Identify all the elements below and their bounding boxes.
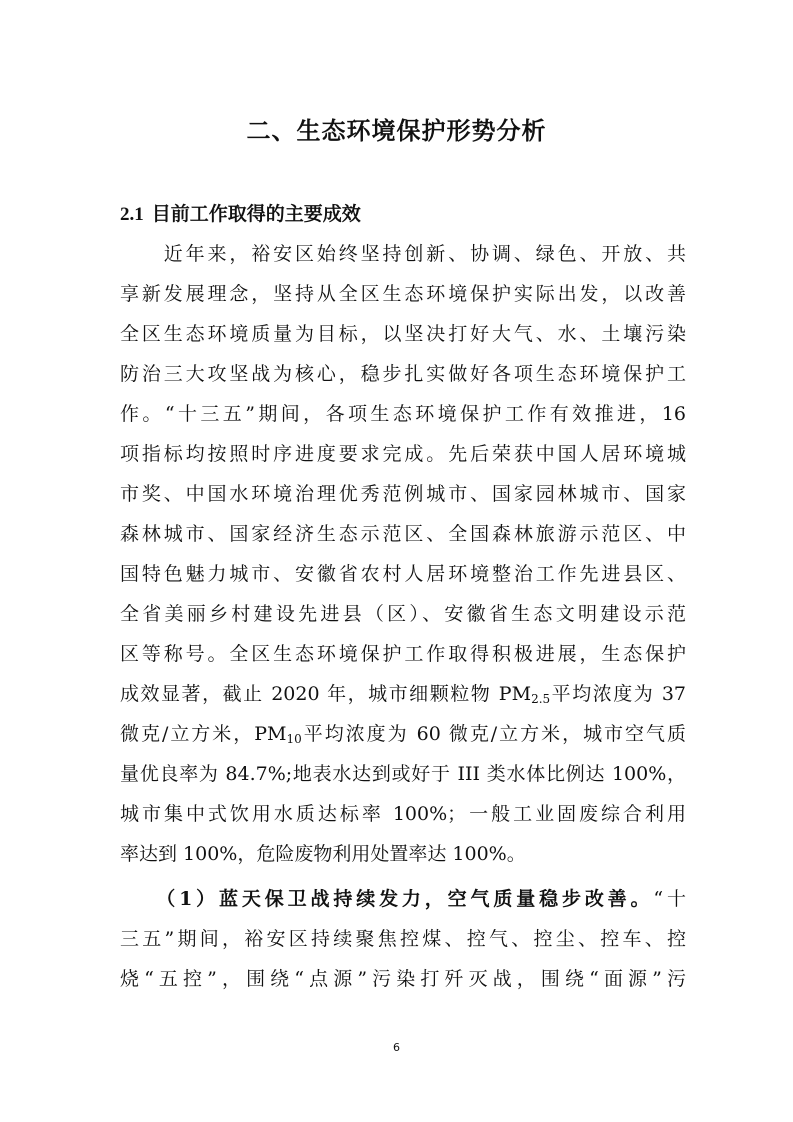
paragraph-line: 烧“五控”，围绕“点源”污染打歼灭战，围绕“面源”污 — [120, 968, 686, 990]
pm10-line-pre: 微克/立方米，PM — [120, 723, 287, 745]
paragraph-line: 三五”期间，裕安区持续聚焦控煤、控气、控尘、控车、控 — [120, 928, 686, 950]
paragraph-line-pm25 — [120, 676, 686, 712]
paragraph-line: 享新发展理念，坚持从全区生态环境保护实际出发，以改善 — [120, 283, 686, 305]
section-number: 2.1 — [120, 204, 144, 225]
pm10-subscript: 10 — [286, 732, 302, 746]
paragraph-line: 率达到 100%，危险废物利用处置率达 100%。 — [120, 843, 526, 865]
pm10-line-post: 平均浓度为 60 微克/立方米，城市空气质 — [301, 723, 686, 745]
paragraph-line: 国特色魅力城市、安徽省农村人居环境整治工作先进县区、 — [120, 563, 686, 585]
paragraph-line: 森林城市、国家经济生态示范区、全国森林旅游示范区、中 — [120, 523, 686, 545]
paragraph2-first-line — [120, 881, 686, 917]
paragraph-line: 防治三大攻坚战为核心，稳步扎实做好各项生态环境保护工 — [120, 363, 686, 385]
paragraph-line: 近年来，裕安区始终坚持创新、协调、绿色、开放、共 — [120, 243, 686, 265]
paragraph2-bold-lead: （1）蓝天保卫战持续发力，空气质量稳步改善。 — [120, 888, 654, 910]
paragraph-line: 作。“十三五”期间，各项生态环境保护工作有效推进，16 — [120, 403, 686, 425]
pm25-subscript: 2.5 — [531, 692, 551, 706]
paragraph-line: 区等称号。全区生态环境保护工作取得积极进展，生态保护 — [120, 643, 686, 665]
paragraph2-first-tail: “十 — [653, 888, 686, 910]
paragraph-line: 城市集中式饮用水质达标率 100%；一般工业固废综合利用 — [120, 803, 686, 825]
page-number: 6 — [393, 1041, 400, 1054]
section-heading — [120, 200, 361, 229]
pm25-line-post: 平均浓度为 37 — [550, 683, 687, 705]
paragraph-line-pm10 — [120, 716, 686, 752]
paragraph-line: 全省美丽乡村建设先进县（区）、安徽省生态文明建设示范 — [120, 603, 686, 625]
paragraph-line: 量优良率为 84.7%;地表水达到或好于 III 类水体比例达 100%， — [120, 763, 686, 785]
paragraph-line: 项指标均按照时序进度要求完成。先后荣获中国人居环境城 — [120, 443, 686, 465]
paragraph-line: 全区生态环境质量为目标，以坚决打好大气、水、土壤污染 — [120, 323, 686, 345]
section-heading-text: 目前工作取得的主要成效 — [151, 203, 361, 225]
page-title: 二、生态环境保护形势分析 — [246, 117, 547, 145]
pm25-line-pre: 成效显著，截止 2020 年，城市细颗粒物 PM — [120, 683, 532, 705]
paragraph-line: 市奖、中国水环境治理优秀范例城市、国家园林城市、国家 — [120, 483, 686, 505]
